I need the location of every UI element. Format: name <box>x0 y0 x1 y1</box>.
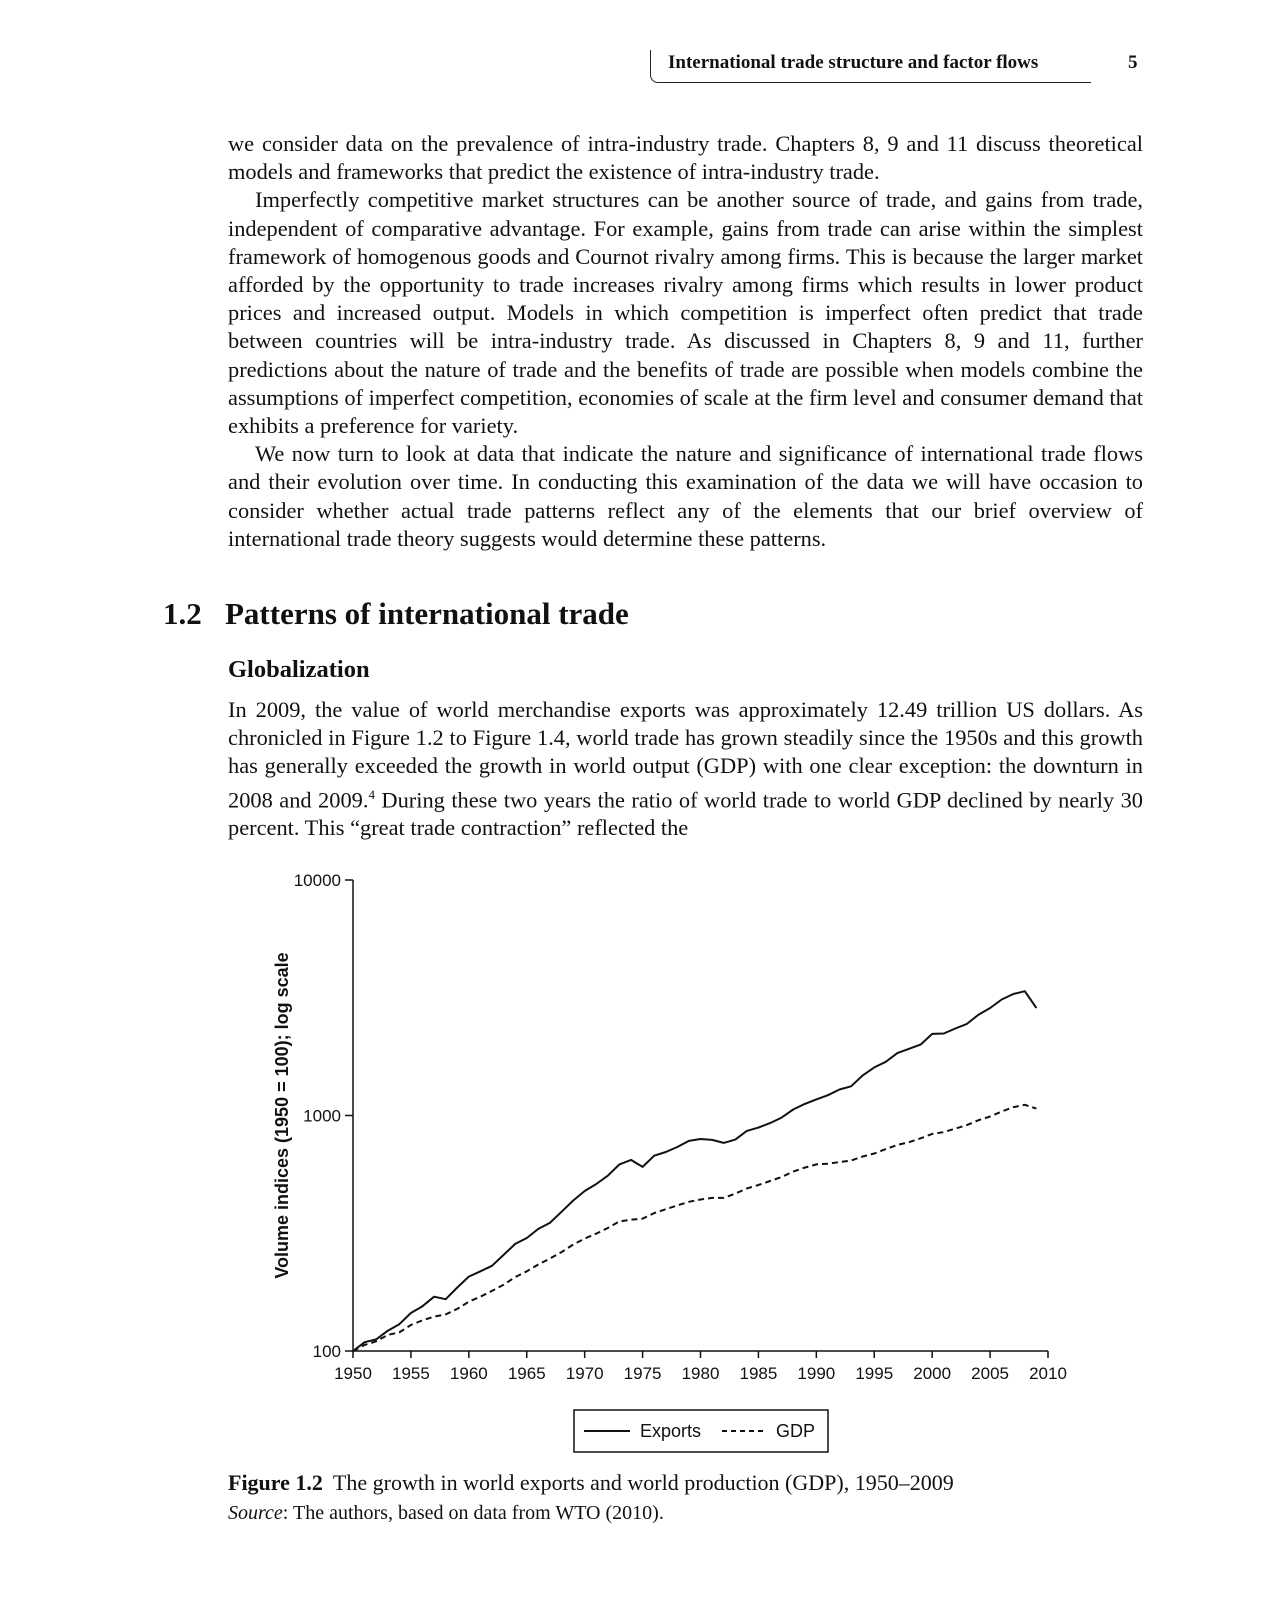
chart-svg <box>260 860 1110 1460</box>
section-heading <box>163 596 629 632</box>
x-tick-label: 1995 <box>855 1364 894 1383</box>
x-tick-label: 2005 <box>971 1364 1009 1383</box>
paragraph-text: In 2009, the value of world merchandise exports was approximately 12.49 trillion US dollars. As chronicled in Figure 1.2 to Figure 1.4, world trade has grown steadily since the 1950s and this growth has generally exceeded the growth in world output (GDP) with one clear exception: the downturn in 2008 and 2009. <box>228 697 1143 813</box>
subsection-heading: Globalization <box>228 656 370 683</box>
figure-label: Figure 1.2 <box>228 1470 323 1495</box>
x-tick-label: 1990 <box>797 1364 836 1383</box>
y-axis-label: Volume indices (1950 = 100); log scale <box>272 952 292 1279</box>
intro-text <box>228 130 1143 553</box>
section-number: 1.2 <box>163 596 202 631</box>
chart-axes <box>272 871 1067 1383</box>
y-tick-label: 1000 <box>303 1106 341 1126</box>
section-title: Patterns of international trade <box>225 596 629 631</box>
legend-exports-label: Exports <box>640 1421 702 1441</box>
running-title: International trade structure and factor flows <box>668 52 1039 73</box>
x-tick-label: 1980 <box>681 1364 720 1383</box>
y-tick-label: 10000 <box>293 871 341 890</box>
series-line-exports <box>353 991 1036 1351</box>
paragraph: Imperfectly competitive market structures can be another source of trade, and gains from trade, independent of comparative advantage. For example, gains from trade can arise within the simplest framework of homogenous goods and Cournot rivalry among firms. This is because the larger market afforded by the opportunity to trade increases rivalry among firms which results in lower product prices and increased output. Models in which competition is imperfect often predict that trade between countries will be intra-industry trade. As discussed in Chapters 8, 9 and 11, further predictions about the nature of trade and the benefits of trade are possible when models combine the assumptions of imperfect competition, economies of scale at the firm level and consumer demand that exhibits a preference for variety. <box>228 187 1143 439</box>
figure-title: The growth in world exports and world production (GDP), 1950–2009 <box>332 1470 954 1495</box>
series-line-gdp <box>353 1105 1036 1351</box>
figure-source <box>228 1498 1143 1528</box>
x-tick-label: 1975 <box>623 1364 662 1383</box>
x-tick-label: 1960 <box>449 1364 488 1383</box>
x-tick-label: 1965 <box>507 1364 546 1383</box>
paragraph: we consider data on the prevalence of intra-industry trade. Chapters 8, 9 and 11 discuss theoretical models and frameworks that predict the existence of intra-industry trade. <box>228 131 1143 185</box>
page-number: 5 <box>1128 52 1138 73</box>
chart-legend <box>574 1410 828 1452</box>
paragraph: We now turn to look at data that indicate the nature and significance of international trade flows and their evolution over time. In conducting this examination of the data we will have occasion to consider whether actual trade patterns reflect any of the elements that our brief overview of international trade theory suggests would determine these patterns. <box>228 441 1143 551</box>
x-tick-label: 1985 <box>739 1364 778 1383</box>
running-head <box>650 44 1230 84</box>
figure-chart <box>260 860 1110 1460</box>
chart-lines <box>353 991 1036 1351</box>
source-text: : The authors, based on data from WTO (2010). <box>282 1502 664 1524</box>
x-tick-label: 1950 <box>334 1364 372 1383</box>
x-tick-label: 1970 <box>565 1364 604 1383</box>
x-tick-label: 2000 <box>913 1364 952 1383</box>
paragraph <box>228 696 1143 842</box>
x-tick-label: 2010 <box>1029 1364 1067 1383</box>
globalization-text <box>228 696 1143 842</box>
x-tick-label: 1955 <box>392 1364 430 1383</box>
source-label: Source <box>228 1502 283 1524</box>
figure-caption <box>228 1468 1143 1528</box>
y-tick-label: 100 <box>312 1342 341 1361</box>
paragraph-text: During these two years the ratio of world trade to world GDP declined by nearly 30 percent. This “great trade contraction” reflected the <box>228 787 1143 841</box>
footnote-ref: 4 <box>368 786 375 802</box>
legend-gdp-label: GDP <box>776 1421 816 1441</box>
